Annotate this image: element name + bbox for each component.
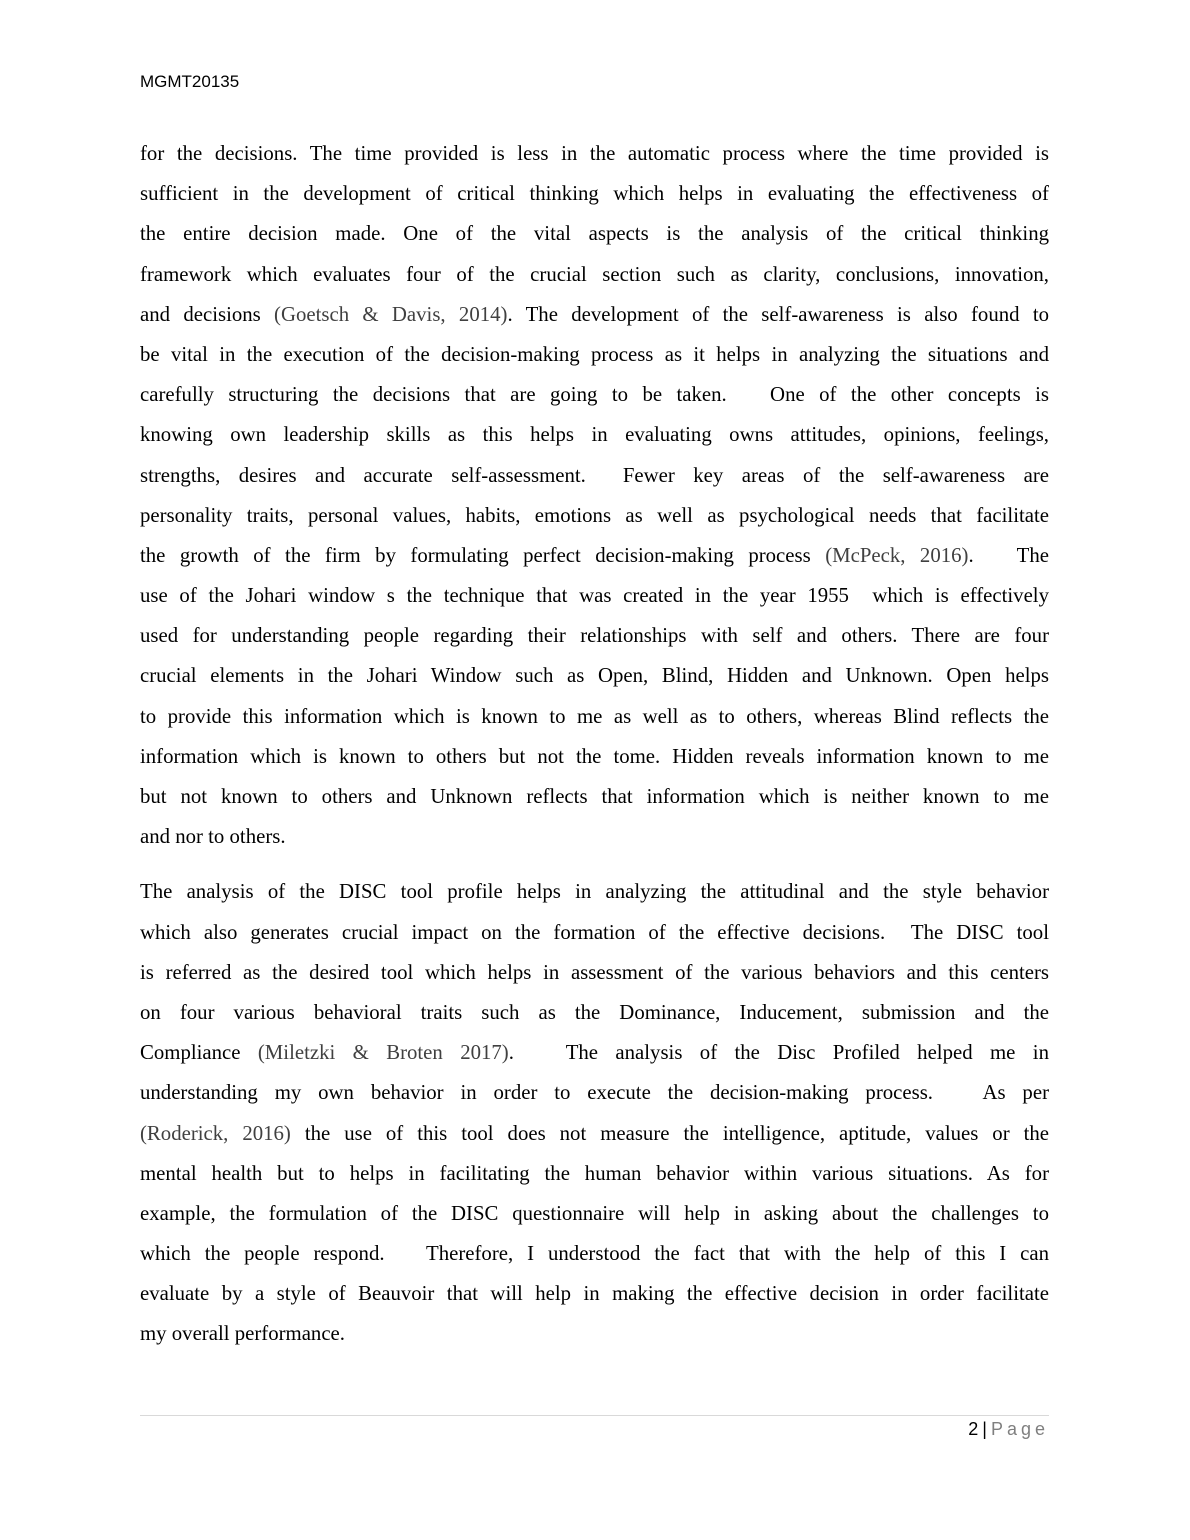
text-run: carefully structuring the decisions that are going to be taken. One of the other concepts is bbox=[140, 383, 1049, 407]
text-line bbox=[140, 214, 1049, 254]
text-run: understanding my own behavior in order to execute the decision-making process. As per bbox=[140, 1081, 1049, 1105]
paragraph bbox=[140, 134, 1049, 857]
text-line bbox=[140, 295, 1049, 335]
text-line bbox=[140, 134, 1049, 174]
citation: (Miletzki & Broten 2017) bbox=[257, 1041, 509, 1065]
footer-separator: | bbox=[982, 1419, 987, 1439]
text-line bbox=[140, 1234, 1049, 1274]
page-footer bbox=[968, 1419, 1049, 1440]
text-line bbox=[140, 456, 1049, 496]
text-run: which the people respond. Therefore, I understood the fact that with the help of this I can bbox=[140, 1242, 1049, 1266]
text-run: used for understanding people regarding their relationships with self and others. There are four bbox=[140, 624, 1049, 648]
text-line bbox=[140, 913, 1049, 953]
text-line bbox=[140, 872, 1049, 912]
text-line bbox=[140, 496, 1049, 536]
text-line bbox=[140, 1033, 1049, 1073]
text-run: my overall performance. bbox=[140, 1322, 345, 1346]
text-line bbox=[140, 375, 1049, 415]
text-run: The analysis of the DISC tool profile helps in analyzing the attitudinal and the style behavior bbox=[140, 880, 1049, 904]
text-run: is referred as the desired tool which helps in assessment of the various behaviors and this centers bbox=[140, 960, 1049, 984]
text-line bbox=[140, 1194, 1049, 1234]
text-line bbox=[140, 817, 1049, 857]
text-line bbox=[140, 536, 1049, 576]
text-line bbox=[140, 1073, 1049, 1113]
text-line bbox=[140, 576, 1049, 616]
text-line bbox=[140, 953, 1049, 993]
text-line bbox=[140, 1274, 1049, 1314]
text-run: framework which evaluates four of the crucial section such as clarity, conclusions, innovation, bbox=[140, 262, 1049, 286]
citation: (Goetsch & Davis, 2014) bbox=[274, 302, 508, 326]
text-run: . The development of the self-awareness is also found to bbox=[507, 302, 1049, 326]
text-line bbox=[140, 174, 1049, 214]
citation: (McPeck, 2016) bbox=[825, 543, 969, 567]
text-run: strengths, desires and accurate self-assessment. Fewer key areas of the self-awareness are bbox=[140, 463, 1049, 487]
citation: (Roderick, 2016) bbox=[140, 1121, 291, 1145]
paragraph bbox=[140, 872, 1049, 1354]
text-line bbox=[140, 777, 1049, 817]
text-run: but not known to others and Unknown reflects that information which is neither known to me bbox=[140, 785, 1049, 808]
text-run: Compliance bbox=[140, 1041, 258, 1065]
text-line bbox=[140, 415, 1049, 455]
text-line bbox=[140, 616, 1049, 656]
text-run: be vital in the execution of the decision-making process as it helps in analyzing the situations and bbox=[140, 342, 1049, 366]
text-run: information which is known to others but not the tome. Hidden reveals information known to me bbox=[140, 744, 1049, 768]
footer-divider bbox=[140, 1415, 1049, 1416]
text-line bbox=[140, 1114, 1049, 1154]
text-line bbox=[140, 737, 1049, 777]
document-body bbox=[140, 134, 1049, 1355]
course-code: MGMT20135 bbox=[140, 72, 240, 91]
text-run: . The analysis of the Disc Profiled helped me in bbox=[508, 1041, 1049, 1065]
page-number: 2 bbox=[968, 1419, 979, 1439]
text-run: knowing own leadership skills as this helps in evaluating owns attitudes, opinions, feelings, bbox=[140, 423, 1049, 447]
text-run: and nor to others. bbox=[140, 825, 286, 849]
text-run: mental health but to helps in facilitating the human behavior within various situations. As for bbox=[140, 1161, 1049, 1185]
text-run: the use of this tool does not measure the intelligence, aptitude, values or the bbox=[290, 1121, 1049, 1145]
page-header bbox=[140, 72, 239, 92]
text-line bbox=[140, 1314, 1049, 1354]
page-label: Page bbox=[990, 1419, 1049, 1439]
text-run: crucial elements in the Johari Window such as Open, Blind, Hidden and Unknown. Open helps bbox=[140, 664, 1049, 688]
text-run: the entire decision made. One of the vital aspects is the analysis of the critical thinking bbox=[140, 222, 1049, 246]
text-run: for the decisions. The time provided is less in the automatic process where the time provided is bbox=[140, 142, 1049, 165]
text-line bbox=[140, 255, 1049, 295]
text-run: which also generates crucial impact on the formation of the effective decisions. The DISC tool bbox=[140, 920, 1049, 944]
text-run: example, the formulation of the DISC questionnaire will help in asking about the challenges to bbox=[140, 1201, 1049, 1225]
text-run: evaluate by a style of Beauvoir that will help in making the effective decision in order facilitate bbox=[140, 1282, 1049, 1306]
text-line bbox=[140, 1154, 1049, 1194]
text-run: use of the Johari window s the technique that was created in the year 1955 which is effectively bbox=[140, 584, 1049, 608]
text-run: sufficient in the development of critical thinking which helps in evaluating the effectiveness of bbox=[140, 182, 1049, 206]
text-run: . The bbox=[968, 543, 1049, 567]
text-run: to provide this information which is known to me as well as to others, whereas Blind reflects the bbox=[140, 704, 1049, 728]
text-line bbox=[140, 697, 1049, 737]
text-run: on four various behavioral traits such as the Dominance, Inducement, submission and the bbox=[140, 1000, 1049, 1024]
text-run: and decisions bbox=[140, 302, 275, 326]
text-line bbox=[140, 993, 1049, 1033]
text-line bbox=[140, 656, 1049, 696]
text-run: the growth of the firm by formulating perfect decision-making process bbox=[140, 543, 826, 567]
text-line bbox=[140, 335, 1049, 375]
text-run: personality traits, personal values, habits, emotions as well as psychological needs that facilitate bbox=[140, 503, 1049, 527]
